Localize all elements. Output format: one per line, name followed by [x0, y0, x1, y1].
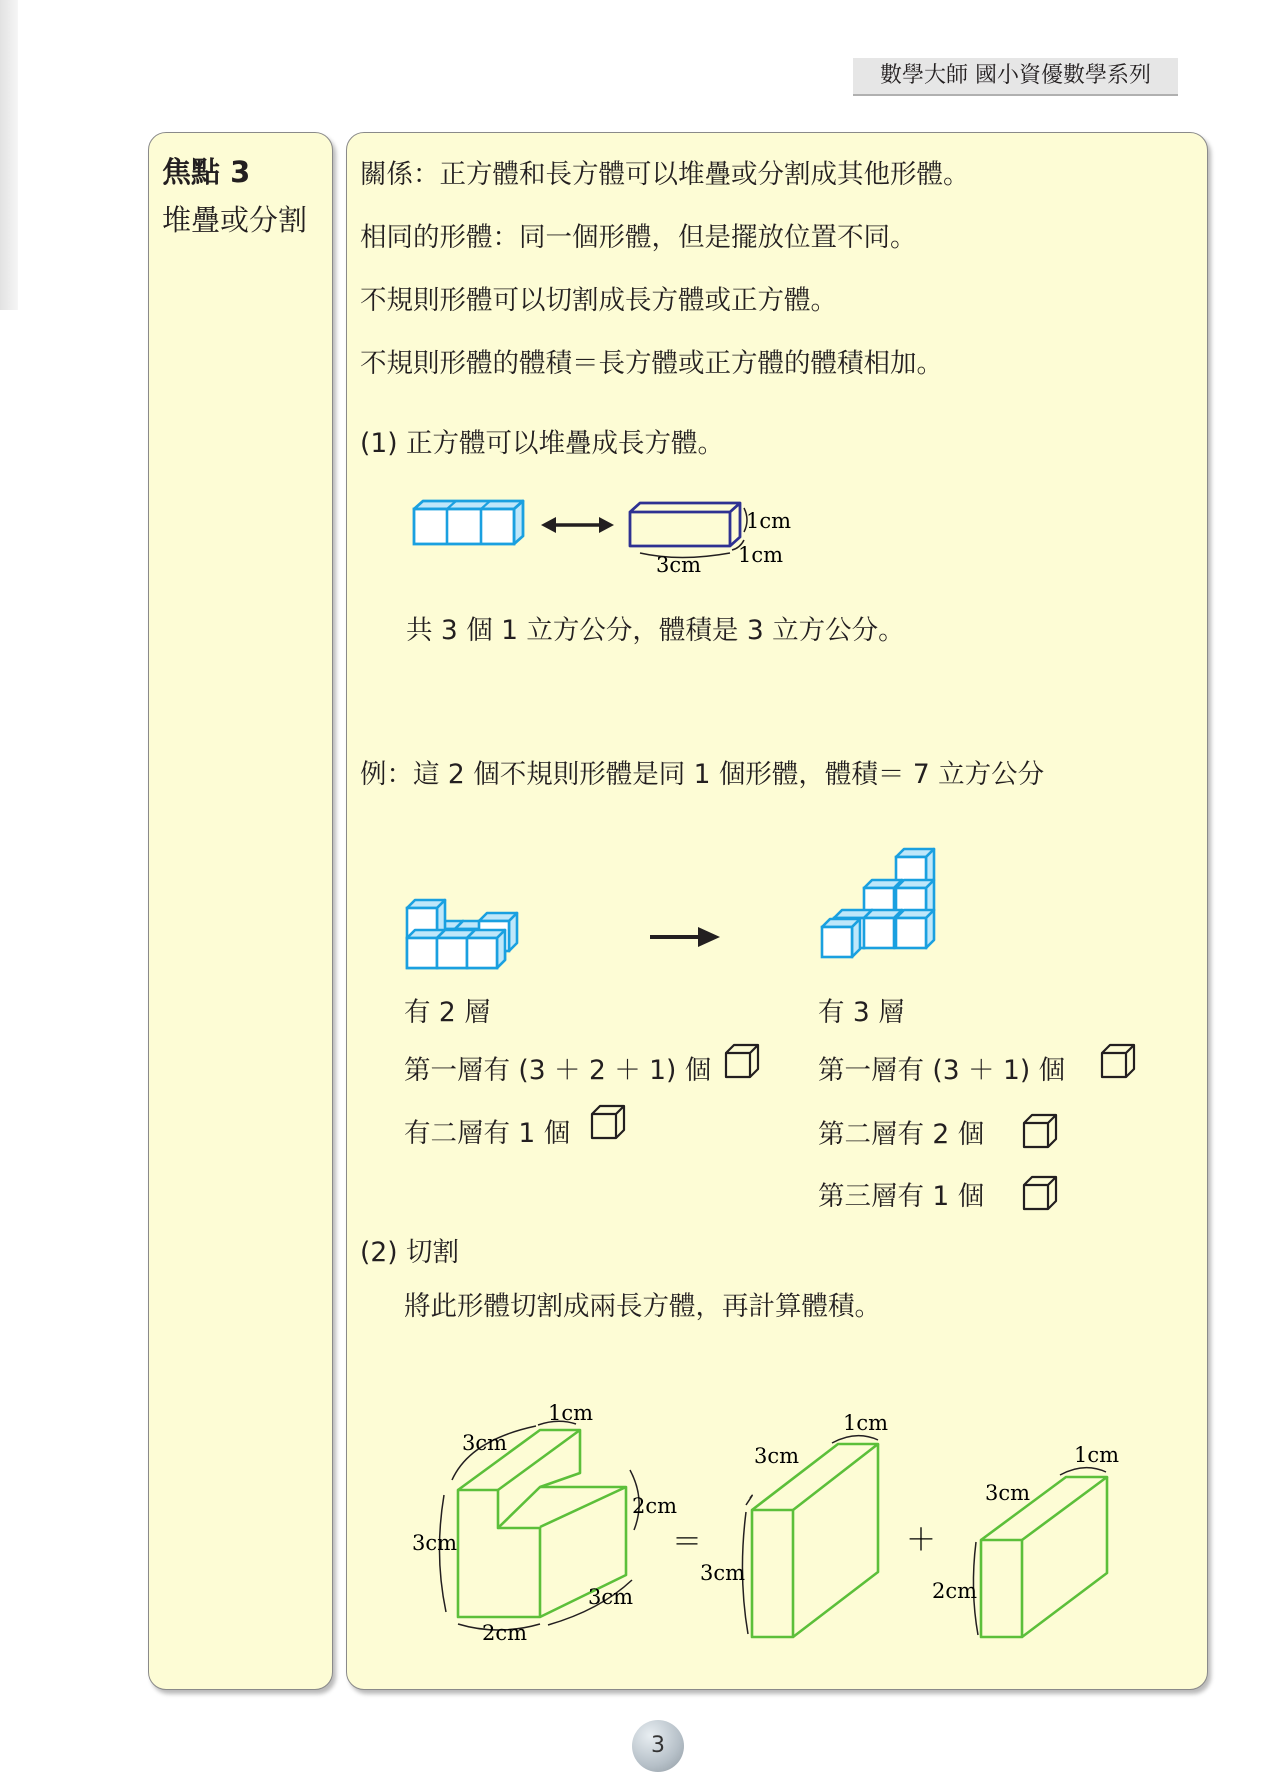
series-header: 數學大師 國小資優數學系列 — [853, 58, 1178, 96]
shape-height-label: 3cm — [412, 1531, 458, 1555]
block1-top-label: 1cm — [843, 1411, 889, 1435]
part1-summary: 共 3 個 1 立方公分，體積是 3 立方公分。 — [406, 615, 905, 646]
block2-height-label: 2cm — [932, 1579, 978, 1603]
right-layers: 有 3 層 — [818, 997, 905, 1028]
volume-sum-line: 不規則形體的體積＝長方體或正方體的體積相加。 — [360, 348, 943, 379]
left-row-2: 有二層有 1 個 — [404, 1118, 571, 1149]
shape-depth-label: 3cm — [588, 1585, 634, 1609]
block2-top-label: 1cm — [1074, 1443, 1120, 1467]
unit-cube-icon — [1024, 1115, 1056, 1147]
rectangular-prism — [630, 503, 791, 577]
irregular-line: 不規則形體可以切割成長方體或正方體。 — [360, 285, 837, 316]
shape-back-label: 3cm — [462, 1431, 508, 1455]
shape-top-label: 1cm — [548, 1401, 594, 1425]
prism-length-label: 3cm — [656, 553, 702, 577]
same-shape-line: 相同的形體：同一個形體，但是擺放位置不同。 — [360, 222, 917, 253]
unit-cube-icon — [726, 1045, 758, 1077]
right-row-2: 第二層有 2 個 — [818, 1119, 985, 1150]
prism-depth-label: 1cm — [738, 543, 784, 567]
unit-cube-icon — [1024, 1177, 1056, 1209]
block2-depth-label: 3cm — [985, 1481, 1031, 1505]
relation-line: 關係：正方體和長方體可以堆疊或分割成其他形體。 — [360, 159, 970, 190]
plus-sign: ＋ — [906, 1523, 936, 1558]
unit-cube-icon — [592, 1106, 624, 1138]
left-row-1: 第一層有 (3 ＋ 2 ＋ 1) 個 — [404, 1055, 712, 1086]
focus-subtitle: 堆疊或分割 — [162, 203, 308, 237]
page-number: 3 — [632, 1720, 684, 1772]
focus-title: 焦點 3 — [162, 155, 251, 189]
equals-sign: ＝ — [672, 1525, 702, 1560]
first-block — [752, 1444, 878, 1637]
part1-heading: (1) 正方體可以堆疊成長方體。 — [360, 428, 724, 459]
right-row-1: 第一層有 (3 ＋ 1) 個 — [818, 1055, 1066, 1086]
example-text: 例：這 2 個不規則形體是同 1 個形體，體積＝ 7 立方公分 — [360, 759, 1045, 790]
unit-cube-icon — [1102, 1045, 1134, 1077]
double-arrow-icon — [541, 517, 614, 533]
three-layer-shape — [822, 849, 934, 957]
block1-height-label: 3cm — [700, 1561, 746, 1585]
right-row-3: 第三層有 1 個 — [818, 1181, 985, 1212]
right-arrow-icon — [650, 927, 720, 947]
block1-depth-label: 3cm — [754, 1444, 800, 1468]
part2-text: 將此形體切割成兩長方體，再計算體積。 — [404, 1291, 881, 1322]
prism-height-label: 1cm — [746, 509, 792, 533]
shape-bottom-label: 2cm — [482, 1621, 528, 1645]
part2-heading: (2) 切割 — [360, 1237, 459, 1268]
shape-right-label: 2cm — [632, 1494, 678, 1518]
three-cube-row — [414, 501, 523, 544]
two-layer-shape — [407, 900, 517, 968]
left-layers: 有 2 層 — [404, 997, 491, 1028]
